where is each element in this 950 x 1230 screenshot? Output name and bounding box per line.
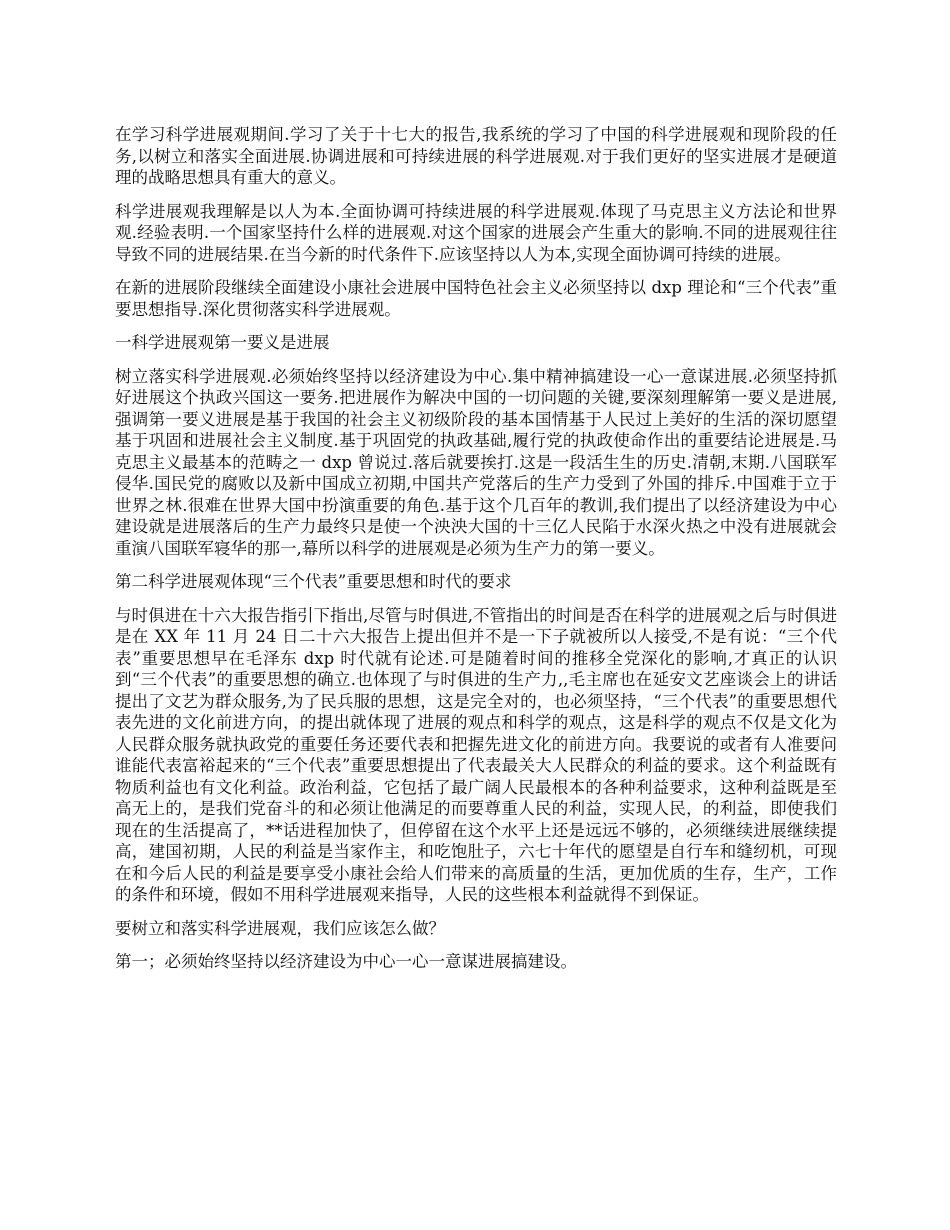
document-body: [115, 124, 837, 985]
section-heading-first: 一科学进展观第一要义是进展: [115, 333, 330, 352]
paragraph-intro: 在学习科学进展观期间.学习了关于十七大的报告,我系统的学习了中国的科学进展观和现阶段的任务,以树立和落实全面进展.协调进展和可持续进展的科学进展观.对于我们更好的坚实进展才是硬道理的战略思想具有重大的意义。: [115, 125, 837, 187]
paragraph-advance-with-times: 与时俱进在十六大报告指引下指出,尽管与时俱进,不管指出的时间是否在科学的进展观之后与时俱进是在 XX 年 11 月 24 日二十六大报告上提出但并不是一下子就被所以人接受,不是有说：“三个代表”重要思想早在毛泽东 dxp 时代就有论述.可是随着时间的推移全党深化的影响,才真正的认识到“三个代表”的重要思想的确立.也体现了与时俱进的生产力,,毛主席也在延安文艺座谈会上的讲话提出了文艺为群众服务,为了民兵服的思想，这是完全对的，也必须坚持，“三个代表”的重要思想代表先进的文化前进方向，的提出就体现了进展的观点和科学的观点，这是科学的观点不仅是文化为人民群众服务就执政党的重要任务还要代表和把握先进文化的前进方向。我要说的或者有人准要问谁能代表富裕起来的“三个代表”重要思想提出了代表最关大人民群众的利益的要求。这个利益既有物质利益也有文化利益。政治利益，它包括了最广阔人民最根本的各种利益要求，这种利益既是至高无上的，是我们党奋斗的和必须让他满足的而要尊重人民的利益，实现人民，的利益，即使我们现在的生活提高了，**话进程加快了，但停留在这个水平上还是远远不够的，必须继续进展继续提高，建国初期，人民的利益是当家作主，和吃饱肚子，六七十年代的愿望是自行车和缝纫机，可现在和今后人民的利益是要享受小康社会给人们带来的高质量的生活，更加优质的生存，生产，工作的条件和环境，假如不用科学进展观来指导，人民的这些根本利益就得不到保证。: [115, 605, 837, 904]
paragraph-first-essence: 树立落实科学进展观.必须始终坚持以经济建设为中心.集中精神搞建设一心一意谋进展.必须坚持抓好进展这个执政兴国这一要务.把进展作为解决中国的一切问题的关键,要深刻理解第一要义是进展,强调第一要义进展是基于我国的社会主义初级阶段的基本国情基于人民过上美好的生活的深切愿望基于巩固和进展社会主义制度.基于巩固党的执政基础,履行党的执政使命作出的重要结论进展是.马克思主义最基本的范畴之一 dxp 曾说过.落后就要挨打.这是一段活生生的历史.清朝,末期.八国联军侵华.国民党的腐败以及新中国成立初期,中国共产党落后的生产力受到了外国的排斥.中国难于立于世界之林.很难在世界大国中扮演重要的角色.基于这个几百年的教训,我们提出了以经济建设为中心建设就是进展落后的生产力最终只是使一个泱泱大国的十三亿人民陷于水深火热之中没有进展就会重演八国联军寝华的那一,幕所以科学的进展观是必须为生产力的第一要义。: [115, 366, 837, 558]
paragraph-step-one: 第一；必须始终坚持以经济建设为中心一心一意谋进展搞建设。: [115, 952, 577, 971]
question-heading: 要树立和落实科学进展观，我们应该怎么做？: [115, 918, 445, 938]
section-heading-second: 第二科学进展观体现“三个代表”重要思想和时代的要求: [115, 572, 512, 591]
paragraph-understanding: 科学进展观我理解是以人为本.全面协调可持续进展的科学进展观.体现了马克思主义方法论和世界观.经验表明.一个国家坚持什么样的进展观.对这个国家的进展会产生重大的影响.不同的进展观往往导致不同的进展结果.在当今新的时代条件下.应该坚持以人为本,实现全面协调可持续的进展。: [115, 201, 837, 264]
paragraph-new-stage: 在新的进展阶段继续全面建设小康社会进展中国特色社会主义必须坚持以 dxp 理论和“三个代表”重要思想指导.深化贯彻落实科学进展观。: [115, 278, 837, 319]
